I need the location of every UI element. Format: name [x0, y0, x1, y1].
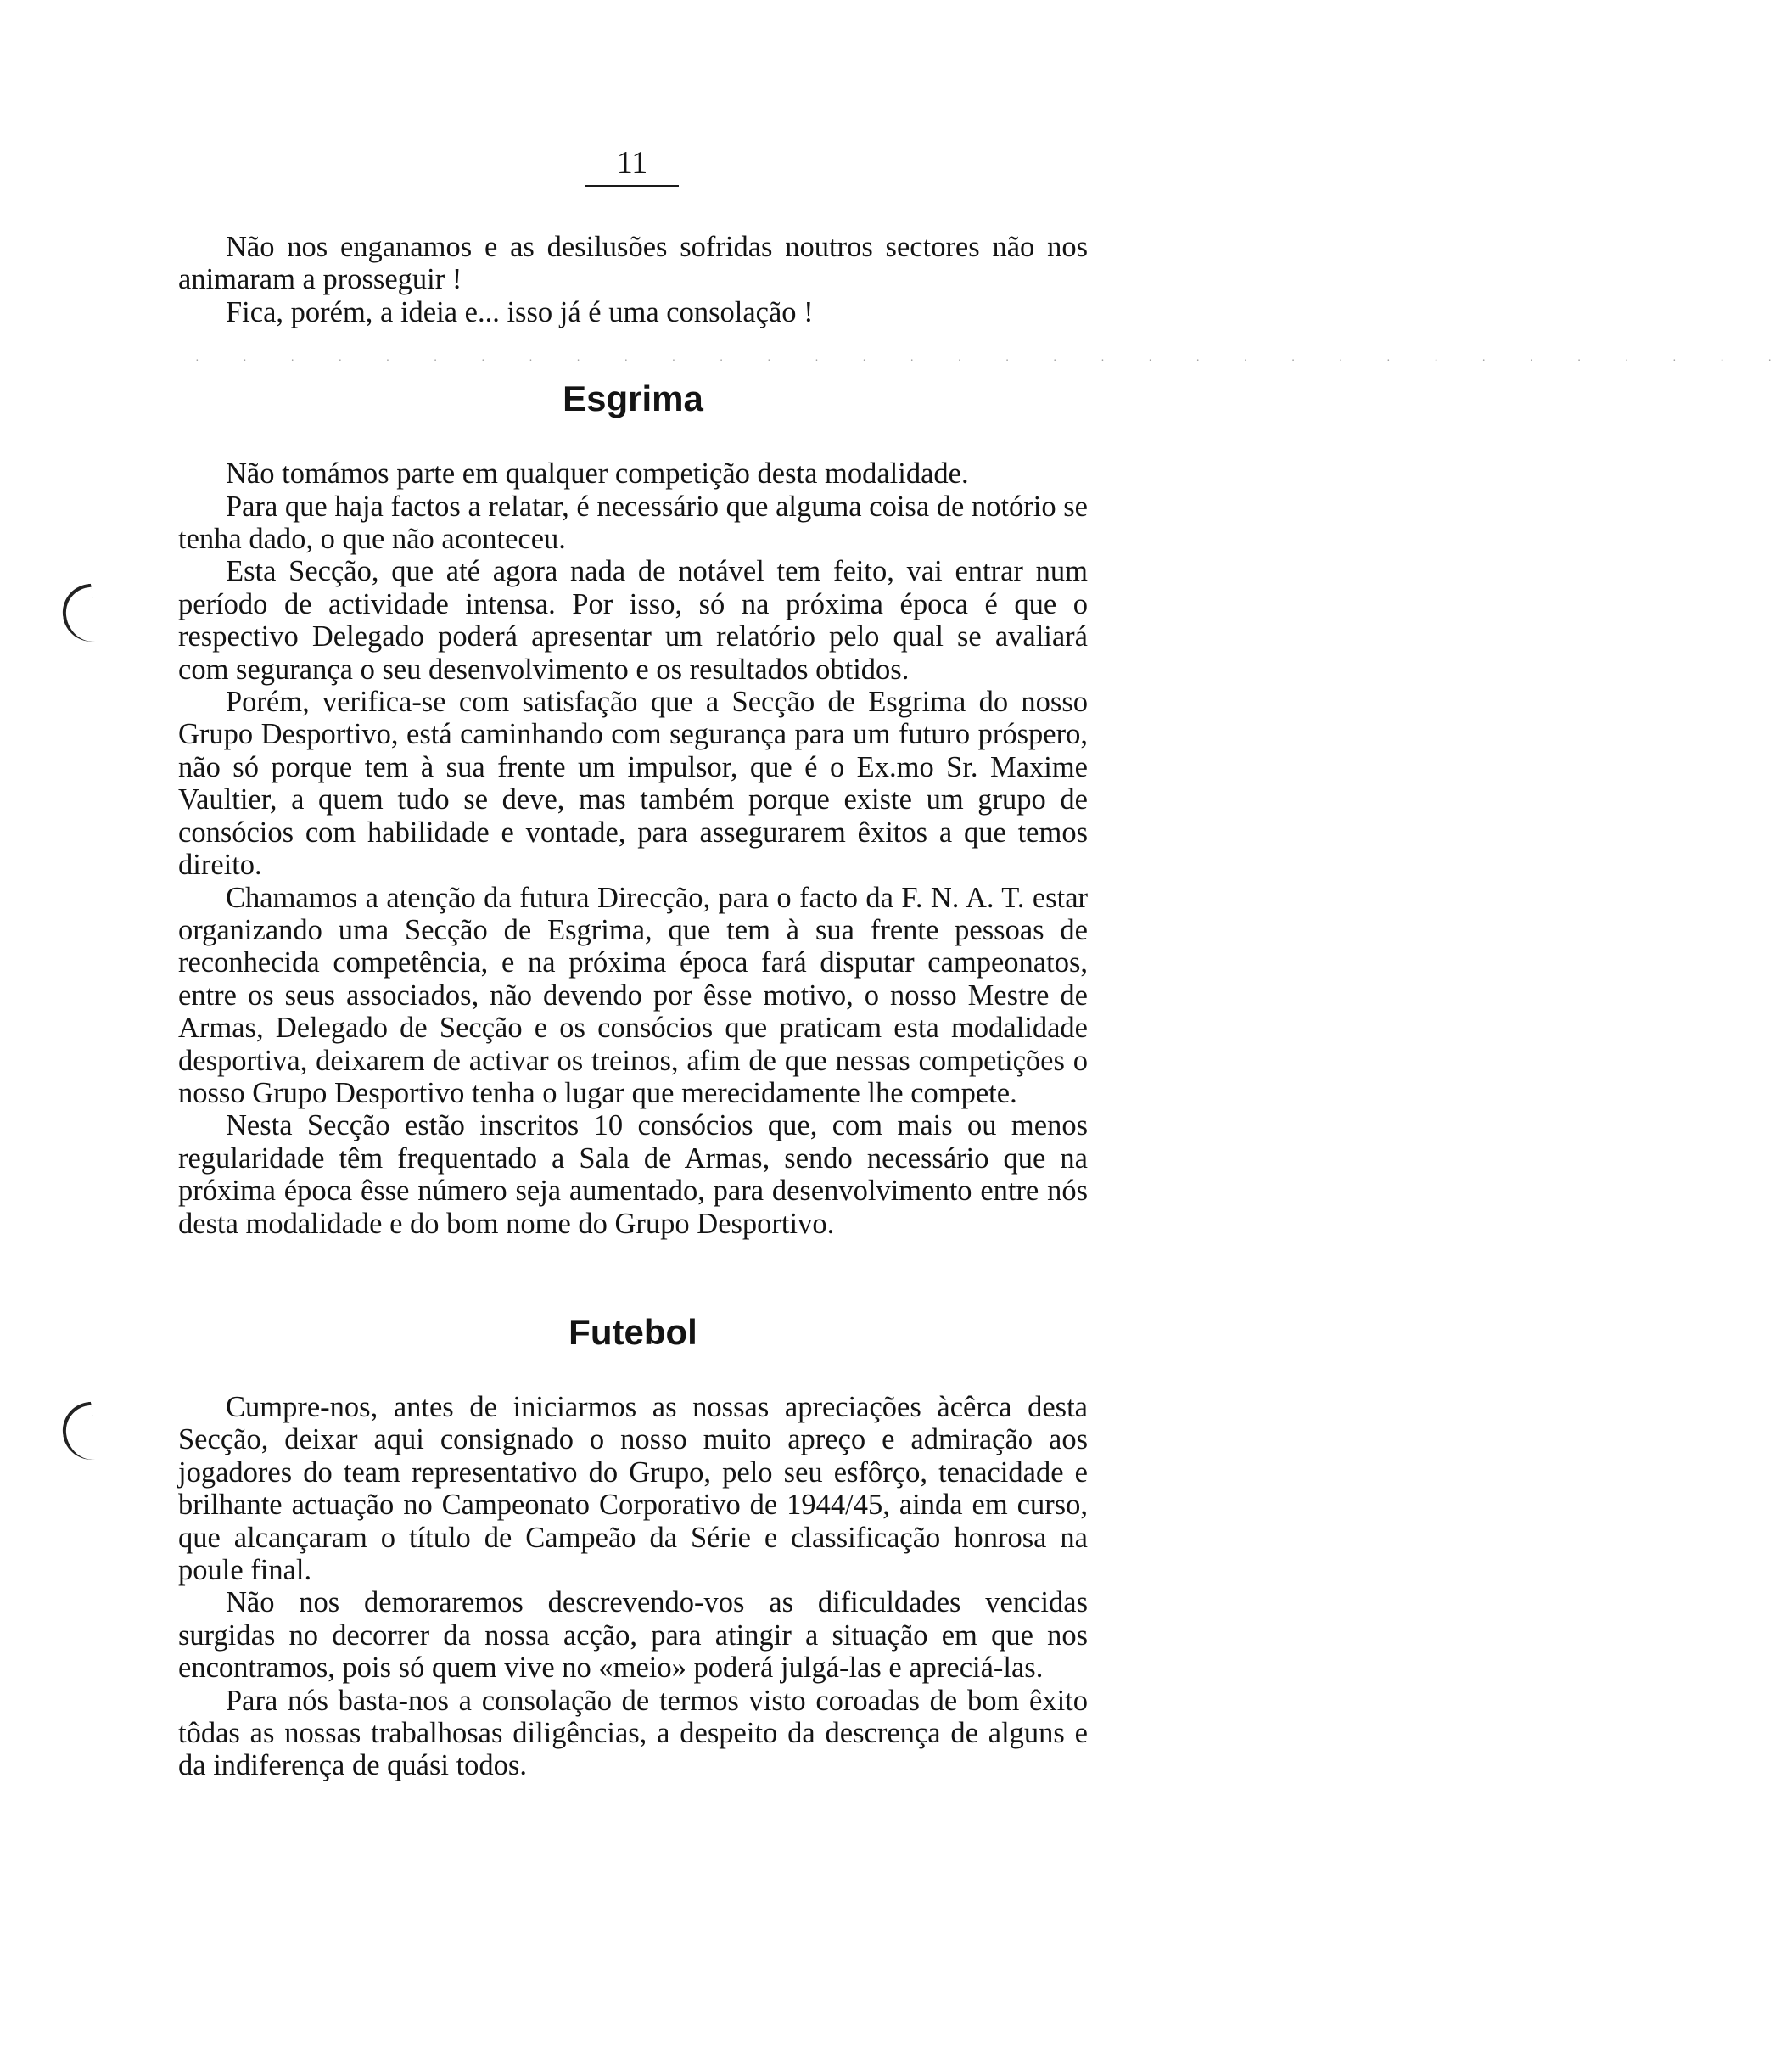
- body-paragraph: Não tomámos parte em qualquer competição desta modalidade.: [226, 457, 969, 491]
- body-paragraph: Porém, verifica-se com satisfação que a Secção de Esgrima do nosso Grupo Desportivo, está caminhando com segurança para um futuro próspero, não só porque tem à sua frente um impulsor, que é o Ex.mo Sr. Maxime Vaultier, a quem tudo se deve, mas também porque existe um grupo de consócios com habilidade e vontade, para assegurarem êxitos a que temos direito.: [178, 686, 1088, 882]
- body-paragraph: Para que haja factos a relatar, é necessário que alguma coisa de notório se tenha dado, o que não aconteceu.: [178, 490, 1088, 556]
- section-title-futebol: Futebol: [568, 1311, 697, 1352]
- margin-mark-icon: [59, 1402, 98, 1464]
- body-paragraph: Esta Secção, que até agora nada de notável tem feito, vai entrar num período de actividade intensa. Por isso, só na próxima época é que o respectivo Delegado poderá apresentar um relatório pelo qual se avaliará com segurança o seu desenvolvimento e os resultados obtidos.: [178, 555, 1088, 686]
- body-paragraph: Nesta Secção estão inscritos 10 consócios que, com mais ou menos regularidade têm frequentado a Sala de Armas, sendo necessário que na próxima época êsse número seja aumentado, para desenvolvimento entre nós desta modalidade e do bom nome do Grupo Desportivo.: [178, 1109, 1088, 1240]
- body-paragraph: Chamamos a atenção da futura Direcção, para o facto da F. N. A. T. estar organizando uma Secção de Esgrima, que tem à sua frente pessoas de reconhecida competência, e na próxima época fará disputar campeonatos, entre os seus associados, não devendo por êsse motivo, o nosso Mestre de Armas, Delegado de Secção e os consócios que praticam esta modalidade desportiva, deixarem de activar os treinos, afim de que nessas competições o nosso Grupo Desportivo tenha o lugar que merecidamente lhe compete.: [178, 881, 1088, 1109]
- page-number: 11: [585, 143, 679, 187]
- margin-mark-icon: [59, 584, 98, 646]
- intro-paragraph: Não nos enganamos e as desilusões sofridas noutros sectores não nos animaram a prosseguir !: [178, 231, 1088, 296]
- text-column: [178, 231, 1792, 1782]
- body-paragraph: Não nos demoraremos descrevendo-vos as dificuldades vencidas surgidas no decorrer da nossa acção, para atingir a situação em que nos encontramos, pois só quem vive no «meio» poderá julgá-las e apreciá-las.: [178, 1586, 1088, 1685]
- body-paragraph: Cumpre-nos, antes de iniciarmos as nossas apreciações àcêrca desta Secção, deixar aqui consignado o nosso muito apreço e admiração aos jogadores do team representativo do Grupo, pelo seu esfôrço, tenacidade e brilhante actuação no Campeonato Corporativo de 1944/45, ainda em curso, que alcançaram o título de Campeão da Série e classificação honrosa na poule final.: [178, 1390, 1088, 1586]
- intro-paragraph: Fica, porém, a ideia e... isso já é uma consolação !: [226, 295, 814, 328]
- section-title-esgrima: Esgrima: [563, 379, 703, 419]
- dotted-separator: · · · · · · · · · · · · · · · · · · · · · · · · · · · · · · · · · ·: [195, 355, 1792, 367]
- body-paragraph: Para nós basta-nos a consolação de termos visto coroadas de bom êxito tôdas as nossas trabalhosas diligências, a despeito da descrença de alguns e da indiferença de quási todos.: [178, 1684, 1088, 1782]
